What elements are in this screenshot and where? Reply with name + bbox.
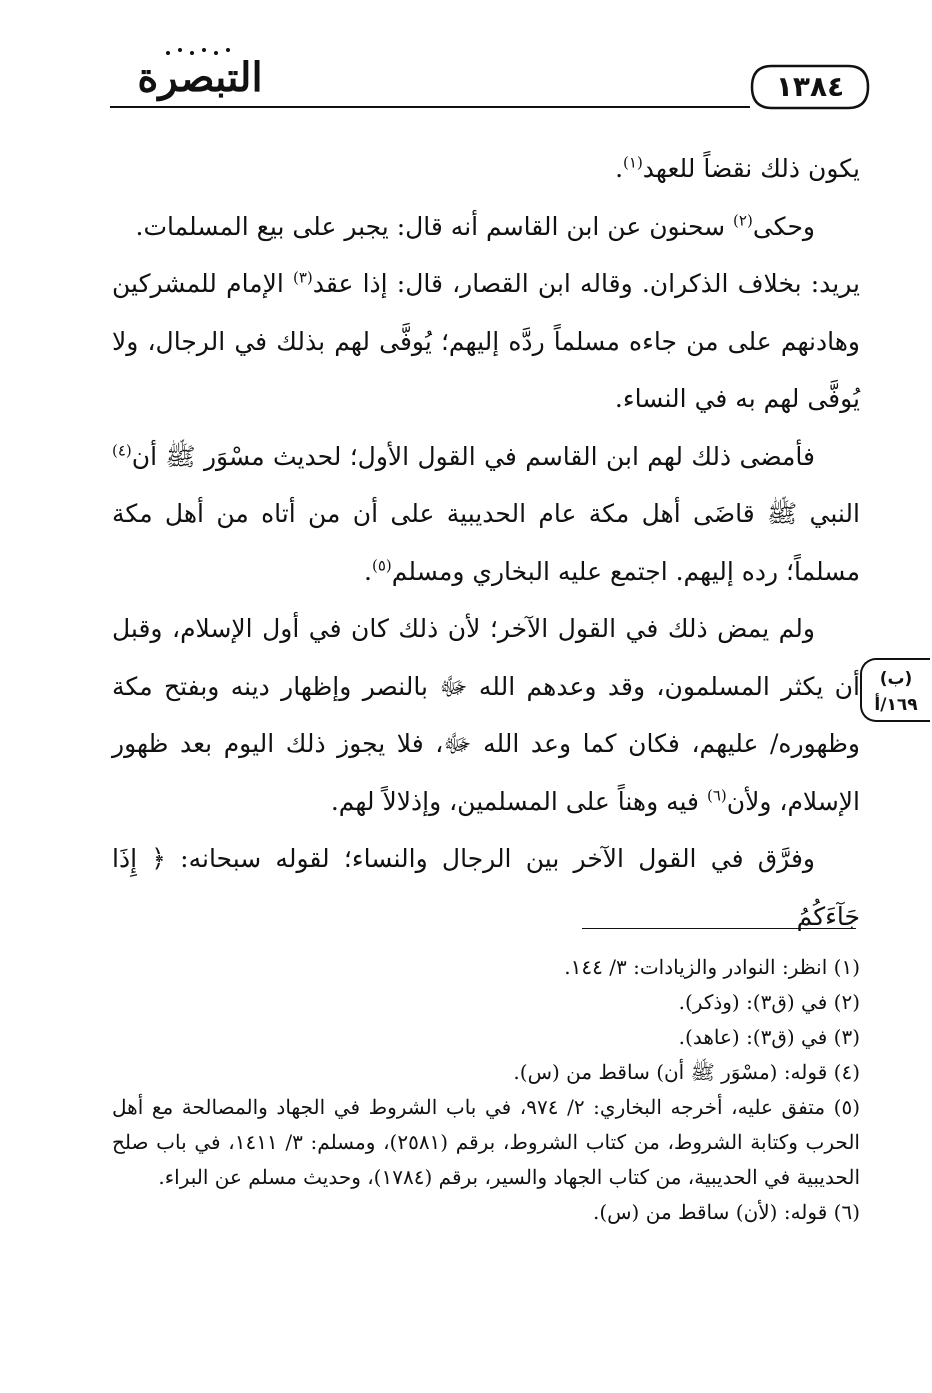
- paragraph-1-end: .: [615, 154, 624, 183]
- margin-note-line-2: ١٦٩/أ: [874, 695, 918, 715]
- paragraph-1-text: يكون ذلك نقضاً للعهد: [642, 154, 860, 183]
- footnote-separator: [582, 928, 856, 929]
- footnote-5: (٥) متفق عليه، أخرجه البخاري: ٢/ ٩٧٤، في باب الشروط في الجهاد والمصالحة مع أهل الحرب وكتابة الشروط، من كتاب الشروط، برقم (٢٥٨١)، ومسلم: ٣/ ١٤١١، في باب صلح الحديبية في الحديبية، من كتاب الجهاد والسير، برقم (١٧٨٤)، وحديث مسلم عن البراء.: [112, 1095, 860, 1189]
- footnote-ref-5: (٥): [372, 556, 392, 575]
- paragraph-5-text-b: فيه وهناً على المسلمين، وإذلالاً لهم.: [330, 786, 707, 816]
- footnote-ref-4: (٤): [112, 441, 132, 460]
- footnote-1: (١) انظر: النوادر والزيادات: ٣/ ١٤٤.: [564, 955, 860, 979]
- paragraph-4: [112, 428, 860, 601]
- paragraph-5: [112, 600, 860, 830]
- paragraph-3-text-b: الإمام للمشركين وهادنهم على من جاءه مسلماً ردَّه إليهم؛ يُوفَّى لهم بذلك في الرجال، ولا يُوفَّى لهم به في النساء.: [112, 269, 860, 413]
- footnote-3: (٣) في (ق٣): (عاهد).: [678, 1025, 860, 1049]
- paragraph-3-text-a: يريد: بخلاف الذكران. وقاله ابن القصار، قال: إذا عقد: [312, 269, 860, 298]
- paragraph-4-text-b: النبي ﷺ قاضَى أهل مكة عام الحديبية على أن من أتاه من أهل مكة مسلماً؛ رده إليهم. اجتمع عليه البخاري ومسلم: [112, 499, 860, 586]
- paragraph-5-text-a: ولم يمض ذلك في القول الآخر؛ لأن ذلك كان في أول الإسلام، وقبل أن يكثر المسلمون، وقد وعدهم الله ﷻ بالنصر وإظهار دينه وبفتح مكة وظهوره/ عليهم، فكان كما وعد الله ﷻ، فلا يجوز ذلك اليوم بعد ظهور الإسلام، ولأن: [112, 614, 860, 816]
- paragraph-1: [112, 140, 860, 198]
- page-number-frame: [750, 64, 870, 110]
- paragraph-4-end: .: [364, 556, 372, 586]
- footnote-2: (٢) في (ق٣): (وذكر).: [678, 990, 860, 1014]
- footnote-6: (٦) قوله: (لأن) ساقط من (س).: [592, 1200, 860, 1224]
- paragraph-2: [112, 198, 860, 256]
- paragraph-2-text-b: سحنون عن ابن القاسم أنه قال: يجبر على بيع المسلمات.: [135, 211, 734, 241]
- paragraph-2-text-a: وحكى: [752, 211, 815, 241]
- header-rule: [110, 106, 750, 108]
- paragraph-6-text: وفرَّق في القول الآخر بين الرجال والنساء؛ لقوله سبحانه: ﴿ إِذَا جَآءَكُمُ: [112, 844, 860, 931]
- footnote-ref-2: (٢): [733, 211, 753, 230]
- main-text: [112, 140, 860, 945]
- page-header: [110, 48, 870, 118]
- running-title: التبصرة: [137, 54, 263, 101]
- margin-note-line-1: (ب): [879, 669, 913, 689]
- page-number: ١٣٨٤: [775, 70, 845, 103]
- paragraph-3: [112, 255, 860, 428]
- footnote-ref-1: (١): [623, 153, 643, 172]
- footnote-ref-6: (٦): [706, 786, 727, 805]
- footnote-ref-3: (٣): [292, 268, 313, 287]
- footnote-4: (٤) قوله: (مسْوَر ﷺ أن) ساقط من (س).: [513, 1060, 860, 1084]
- footnotes: [112, 950, 860, 1230]
- manuscript-margin-note: [860, 658, 930, 722]
- paragraph-4-text-a: فأمضى ذلك لهم ابن القاسم في القول الأول؛ لحديث مسْوَر ﷺ أن: [131, 441, 815, 471]
